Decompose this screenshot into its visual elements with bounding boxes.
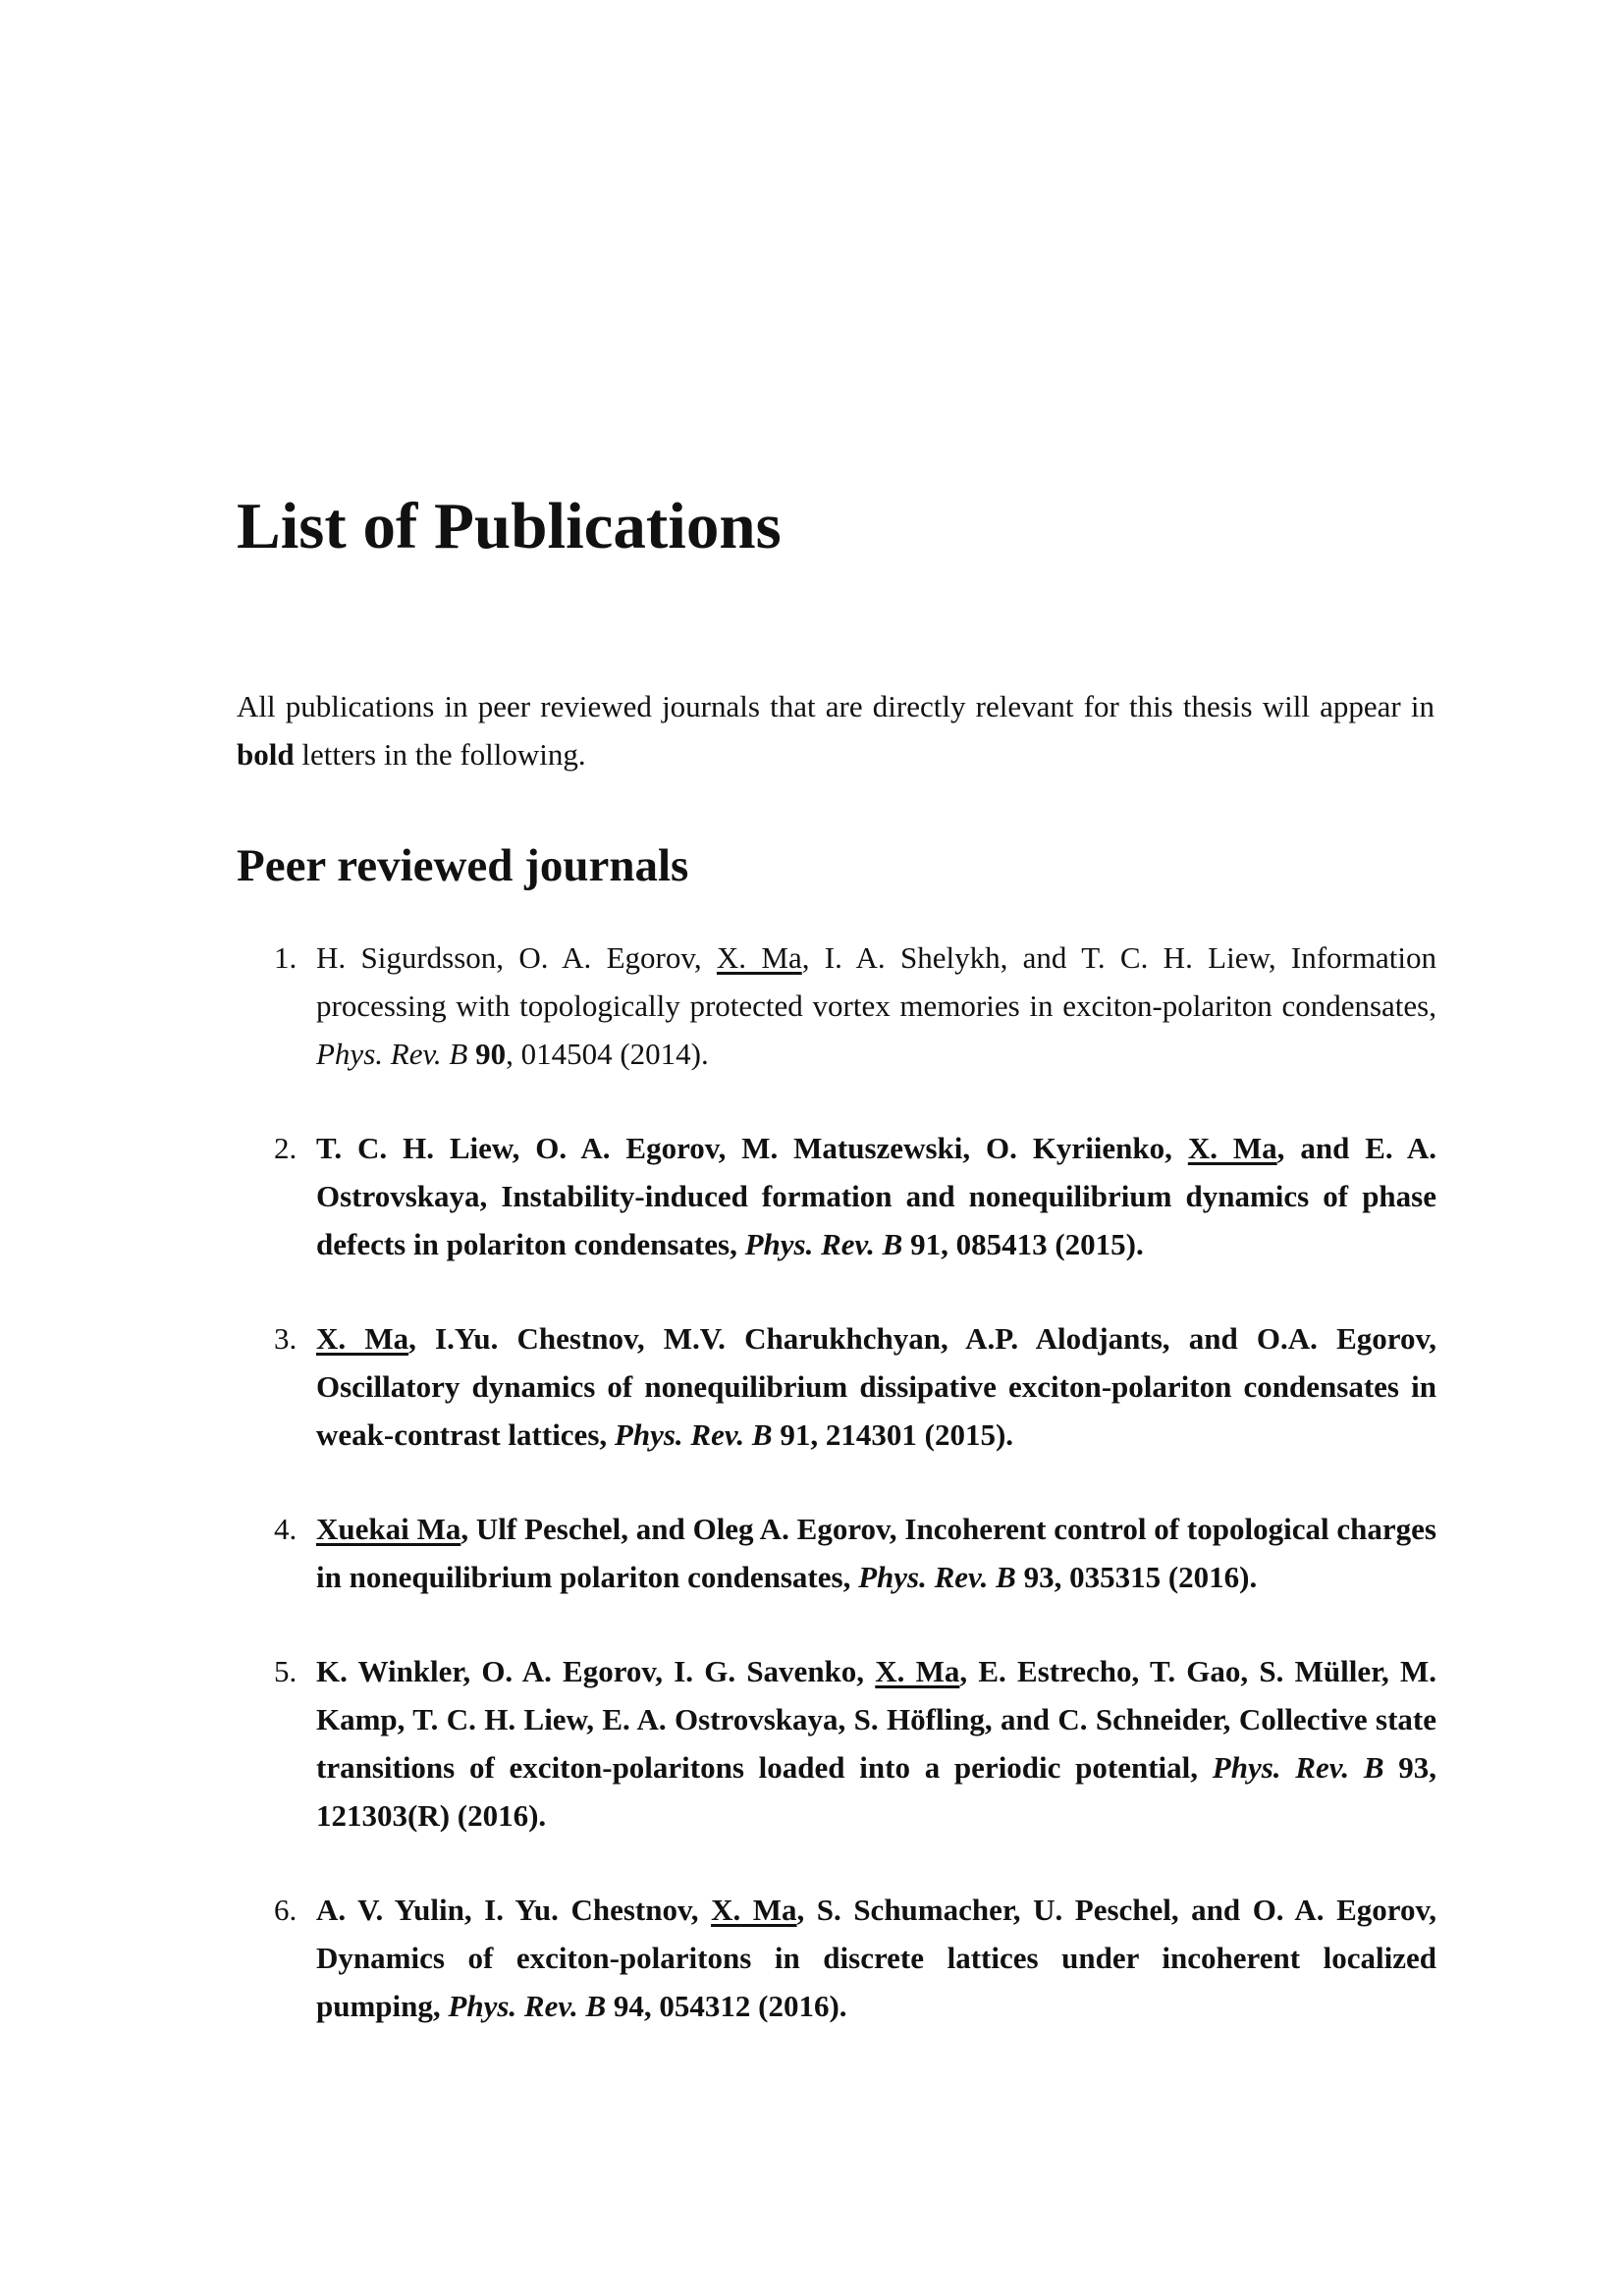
journal-volume: 90 [475, 1037, 507, 1071]
publication-authors-title: , and E. A. Ostrovskaya, Instability-induced formation and nonequilibrium dynamics of phase defects in polariton condensates, [316, 1131, 1436, 1261]
publication-authors-pre: A. V. Yulin, I. Yu. Chestnov, [316, 1893, 712, 1927]
intro-text-after: letters in the following. [294, 737, 586, 772]
journal-volume: 94 [613, 1989, 644, 2023]
publication-authors-pre: K. Winkler, O. A. Egorov, I. G. Savenko, [316, 1654, 876, 1688]
journal-name: Phys. Rev. B [448, 1989, 607, 2023]
publication-pages-year: , 014504 (2014). [506, 1037, 709, 1071]
publication-item-6 [237, 1886, 1436, 2030]
publication-pages-year: , 035315 (2016). [1054, 1560, 1258, 1594]
publication-item-1 [237, 934, 1436, 1078]
publication-item-2 [237, 1124, 1436, 1268]
journal-name: Phys. Rev. B [316, 1037, 468, 1071]
journal-name: Phys. Rev. B [744, 1227, 903, 1261]
publication-pages-year: , 121303(R) (2016). [316, 1750, 1436, 1833]
journal-volume: 93 [1398, 1750, 1430, 1785]
publication-pages-year: , 085413 (2015). [941, 1227, 1144, 1261]
author-self: X. Ma [716, 940, 802, 975]
journal-name: Phys. Rev. B [858, 1560, 1016, 1594]
section-title: Peer reviewed journals [237, 840, 689, 891]
publication-authors-title: , E. Estrecho, T. Gao, S. Müller, M. Kamp, T. C. H. Liew, E. A. Ostrovskaya, S. Höfling, and C. Schneider, Collective state transitions of exciton-polaritons loaded into a periodic potential, [316, 1654, 1436, 1785]
publication-list [237, 934, 1436, 2076]
publication-authors-title: , I. A. Shelykh, and T. C. H. Liew, Information processing with topologically protected vortex memories in exciton-polariton condensates, [316, 940, 1436, 1023]
journal-volume: 91 [780, 1417, 811, 1452]
intro-paragraph [237, 682, 1435, 778]
publication-number: 5. [274, 1654, 298, 1688]
journal-name: Phys. Rev. B [1212, 1750, 1384, 1785]
author-self: X. Ma [875, 1654, 960, 1688]
author-self: X. Ma [711, 1893, 797, 1927]
publication-authors-title: , I.Yu. Chestnov, M.V. Charukhchyan, A.P. Alodjants, and O.A. Egorov, Oscillatory dynamics of nonequilibrium dissipative exciton-polariton condensates in weak-contrast lattices, [316, 1321, 1436, 1452]
publication-authors-pre: H. Sigurdsson, O. A. Egorov, [316, 940, 717, 975]
author-self: X. Ma [316, 1321, 409, 1356]
publication-pages-year: , 054312 (2016). [643, 1989, 847, 2023]
publication-number: 1. [274, 940, 298, 975]
publication-authors-pre: T. C. H. Liew, O. A. Egorov, M. Matuszewski, O. Kyriienko, [316, 1131, 1188, 1165]
publication-authors-title: , Ulf Peschel, and Oleg A. Egorov, Incoherent control of topological charges in nonequilibrium polariton condensates, [316, 1512, 1436, 1594]
publication-item-5 [237, 1647, 1436, 1840]
publication-pages-year: , 214301 (2015). [810, 1417, 1014, 1452]
intro-text-before: All publications in peer reviewed journals that are directly relevant for this thesis will appear in [237, 689, 1435, 723]
author-self: Xuekai Ma [316, 1512, 461, 1546]
publication-item-4 [237, 1505, 1436, 1601]
publication-number: 4. [274, 1512, 298, 1546]
intro-bold-word: bold [237, 737, 295, 772]
author-self: X. Ma [1187, 1131, 1277, 1165]
publication-item-3 [237, 1314, 1436, 1459]
journal-name: Phys. Rev. B [614, 1417, 773, 1452]
publication-number: 3. [274, 1321, 298, 1356]
publication-number: 6. [274, 1893, 298, 1927]
publication-number: 2. [274, 1131, 298, 1165]
journal-volume: 91 [910, 1227, 942, 1261]
journal-volume: 93 [1023, 1560, 1055, 1594]
publication-authors-title: , S. Schumacher, U. Peschel, and O. A. Egorov, Dynamics of exciton-polaritons in discrete lattices under incoherent localized pumping, [316, 1893, 1436, 2023]
chapter-title: List of Publications [237, 490, 782, 562]
